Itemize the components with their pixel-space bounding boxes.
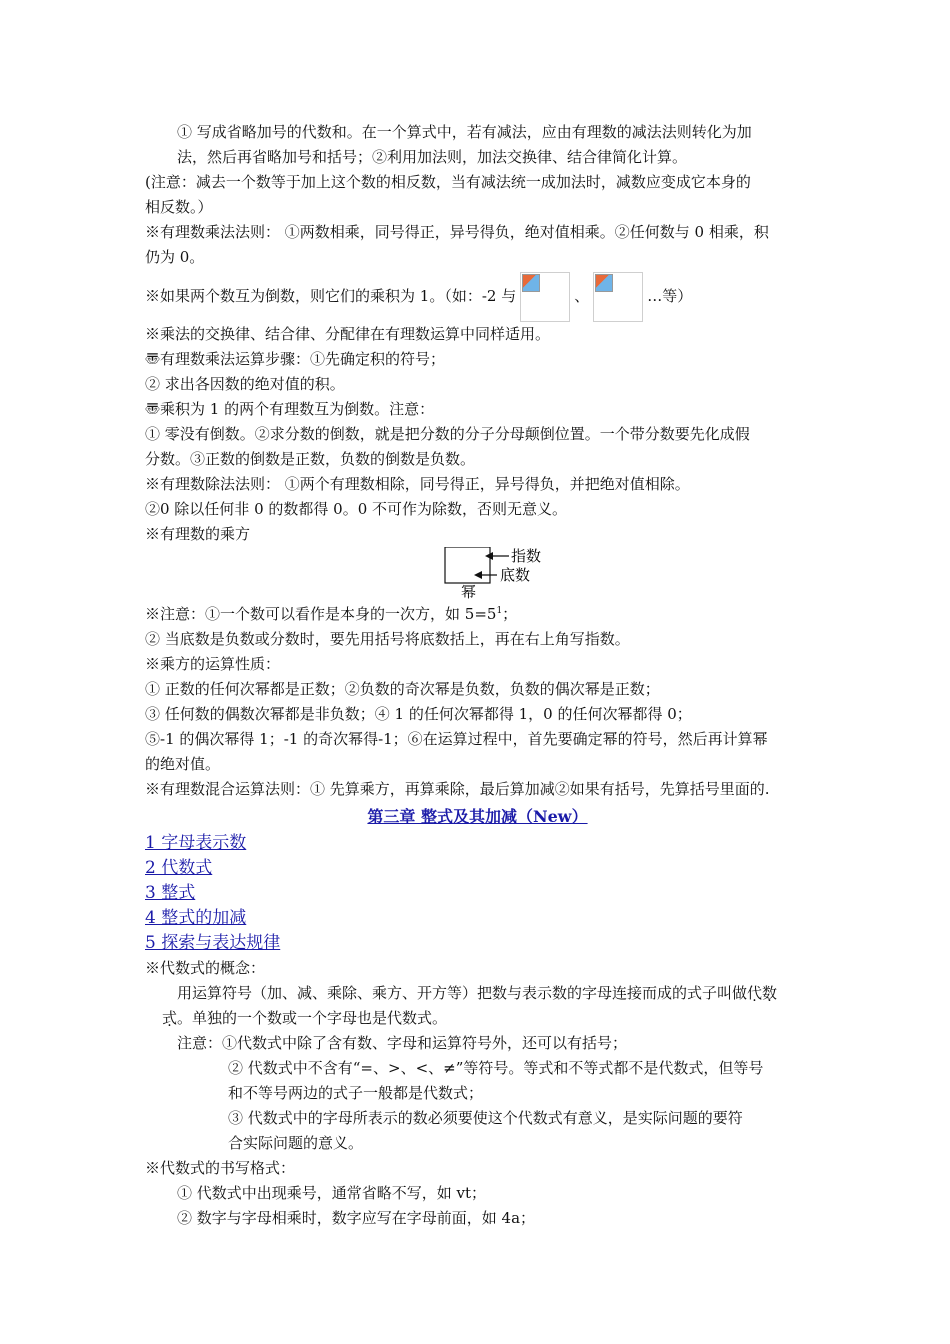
reciprocal-example-line (145, 270, 810, 322)
text-line: 和不等号两边的式子一般都是代数式； (228, 1084, 484, 1102)
text-line: ① 代数式中出现乘号，通常省略不写，如 vt； (177, 1184, 487, 1202)
text-segment: ； (502, 605, 518, 623)
text-line: 合实际问题的意义。 (228, 1134, 364, 1152)
broken-image-icon (595, 274, 613, 292)
text-line: 注意：①代数式中除了含有数、字母和运算符号外，还可以有括号； (177, 1034, 628, 1052)
toc-link[interactable]: 1 字母表示数 (145, 833, 247, 853)
power-label: 幂 (461, 583, 477, 599)
text-line: ③ 代数式中的字母所表示的数必须要使这个代数式有意义，是实际问题的要符 (228, 1109, 743, 1127)
text-line (145, 1006, 810, 1031)
text-line: ②0 除以任何非 0 的数都得 0。0 不可作为除数，否则无意义。 (145, 500, 568, 518)
text-line: 〠有理数乘法运算步骤：①先确定积的符号； (145, 350, 446, 368)
text-line: ※代数式的书写格式： (145, 1159, 296, 1177)
text-line: ① 零没有倒数。②求分数的倒数，就是把分数的分子分母颠倒位置。一个带分数要先化成假 (145, 425, 750, 443)
broken-image-icon (522, 274, 540, 292)
text-segment: 。单独的一个数或一个字母也是代数式。 (177, 1009, 448, 1027)
text-line: 的绝对值。 (145, 755, 221, 773)
text-line: 仍为 0。 (145, 248, 205, 266)
text-line: ② 数字与字母相乘时，数字应写在字母前面，如 4a； (177, 1209, 536, 1227)
text-line: ③ 任何数的偶数次幂都是非负数；④ 1 的任何次幂都得 1，0 的任何次幂都得 0； (145, 705, 692, 723)
power-box (445, 547, 490, 583)
fraction-image-placeholder (593, 272, 643, 322)
text-line (145, 981, 810, 1006)
text-segment: ※如果两个数互为倒数，则它们的乘积为 1。（如：-2 与 (145, 287, 517, 305)
text-line: ② 代数式中不含有“=、>、<、≠”等符号。等式和不等式都不是代数式，但等号 (228, 1059, 764, 1077)
base-label: 底数 (500, 566, 531, 584)
text-line: ※代数式的概念： (145, 959, 266, 977)
text-segment: 用运算符号（加、减、乘除、乘方、开方等）把数与表示数的字母连接而成的式子叫做 (177, 984, 748, 1002)
emphasis-char: 式 (162, 1009, 178, 1027)
text-line: ※有理数除法法则： ①两个有理数相除，同号得正，异号得负，并把绝对值相除。 (145, 475, 690, 493)
text-line: 〠乘积为 1 的两个有理数互为倒数。注意： (145, 400, 435, 418)
text-line: (注意：减去一个数等于加上这个数的相反数，当有减法统一成加法时，减数应变成它本身的 (145, 173, 751, 191)
text-line: ① 写成省略加号的代数和。在一个算式中，若有减法，应由有理数的减法法则转化为加 (177, 123, 752, 141)
toc-link[interactable]: 5 探索与表达规律 (145, 933, 281, 953)
text-segment: ※注意：①一个数可以看作是本身的一次方，如 5=5 (145, 605, 497, 623)
text-line: ※有理数的乘方 (145, 525, 251, 543)
chapter-title[interactable]: 第三章 整式及其加减（New） (367, 807, 588, 826)
text-line: ※乘方的运算性质： (145, 655, 281, 673)
superscript: 1 (496, 606, 503, 616)
text-line: ※有理数乘法法则： ①两数相乘，同号得正，异号得负，绝对值相乘。②任何数与 0 相乘，积 (145, 223, 769, 241)
toc-link[interactable]: 2 代数式 (145, 858, 213, 878)
exponent-label: 指数 (511, 547, 542, 565)
document-page (145, 120, 810, 1231)
text-segment: 、 (574, 287, 590, 305)
text-line: ② 求出各因数的绝对值的积。 (145, 375, 345, 393)
chapter-toc (145, 831, 810, 956)
exponent-arrowhead (485, 552, 493, 560)
text-line: ※有理数混合运算法则：① 先算乘方，再算乘除，最后算加减②如果有括号，先算括号里面的. (145, 780, 770, 798)
text-line (145, 599, 810, 627)
power-diagram-svg (145, 547, 810, 599)
toc-link[interactable]: 3 整式 (145, 883, 196, 903)
text-line: 分数。③正数的倒数是正数，负数的倒数是负数。 (145, 450, 476, 468)
text-segment: …等） (647, 287, 693, 305)
text-line: ② 当底数是负数或分数时，要先用括号将底数括上，再在右上角写指数。 (145, 630, 630, 648)
power-diagram (145, 547, 810, 599)
fraction-image-placeholder (520, 272, 570, 322)
text-line: 相反数。） (145, 198, 213, 216)
text-line: 法，然后再省略加号和括号；②利用加法则，加法交换律、结合律简化计算。 (177, 148, 688, 166)
text-line: ⑤-1 的偶次幂得 1；-1 的奇次幂得-1；⑥在运算过程中，首先要确定幂的符号，然后再计算幂 (145, 730, 768, 748)
emphasis-char: 数 (762, 984, 778, 1002)
toc-link[interactable]: 4 整式的加减 (145, 908, 247, 928)
base-arrowhead (474, 571, 482, 579)
text-line: ※乘法的交换律、结合律、分配律在有理数运算中同样适用。 (145, 325, 551, 343)
emphasis-char: 代 (747, 984, 763, 1002)
text-line: ① 正数的任何次幂都是正数；②负数的奇次幂是负数，负数的偶次幂是正数； (145, 680, 660, 698)
